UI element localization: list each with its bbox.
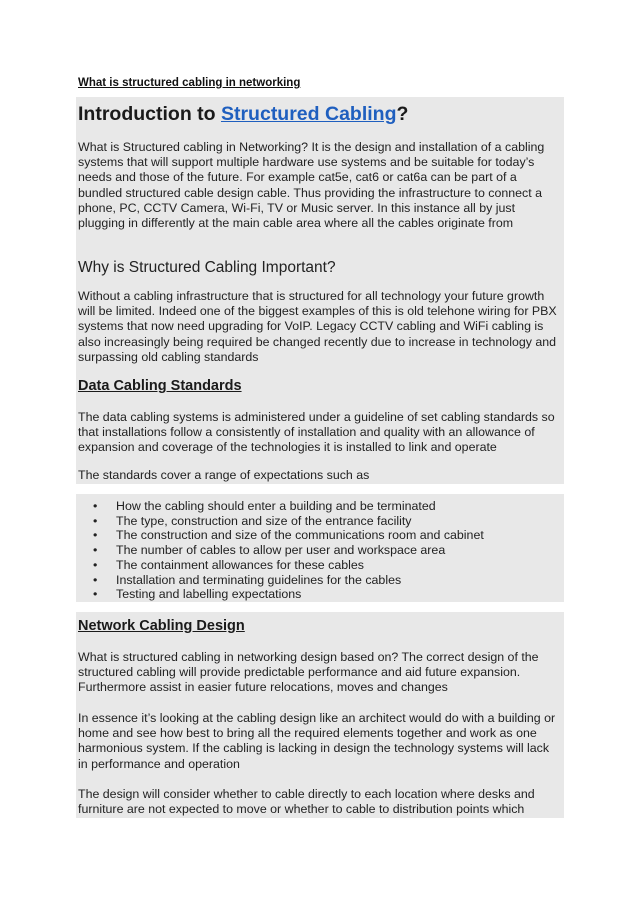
list-item: • How the cabling should enter a building and be terminated <box>93 499 436 513</box>
bullet-icon: • <box>93 543 98 558</box>
bullet-icon: • <box>93 528 98 543</box>
standards-paragraph: The data cabling systems is administered under a guideline of set cabling standards so that installations follow a consistently of installation and quality with an allowance of expansion and coverage of the technologies it is installed to link and operate <box>78 410 555 455</box>
bullet-icon: • <box>93 557 98 572</box>
bullet-icon: • <box>93 513 98 528</box>
list-item: • The construction and size of the communications room and cabinet <box>93 528 484 543</box>
intro-heading-text: Introduction to <box>78 103 221 125</box>
design-paragraph-2: In essence it’s looking at the cabling design like an architect would do with a building or home and see how best to bring all the required elements together and work as one harmonious system. If the cabling is lacking in design the technology systems will lack in performance and operation <box>78 711 556 771</box>
bullet-icon: • <box>93 572 98 587</box>
list-item: • The type, construction and size of the entrance facility <box>93 513 412 528</box>
why-paragraph: Without a cabling infrastructure that is structured for all technology your future growth will be limited. Indeed one of the biggest examples of this is old telehone wiring for PBX systems that now need upgrading for VoIP. Legacy CCTV cabling and WiFi cabling is also increasingly being required be changed recently due to increase in technology and surpassing old cabling standards <box>78 289 557 364</box>
intro-heading <box>78 102 562 126</box>
bullet-icon: • <box>93 587 98 602</box>
list-item: • The containment allowances for these cables <box>93 557 364 572</box>
design-heading: Network Cabling Design <box>78 618 245 634</box>
design-paragraph-3: The design will consider whether to cable directly to each location where desks and furniture are not expected to move or whether to cable to distribution points which <box>78 787 535 817</box>
list-item: • Testing and labelling expectations <box>93 587 302 602</box>
intro-paragraph: What is Structured cabling in Networking? It is the design and installation of a cabling systems that will support multiple hardware use systems and be suitable for today’s needs and those of the future. For example cat5e, cat6 or cat6a can be part of a bundled structured cable design cable. Thus providing the infrastructure to connect a phone, PC, CCTV Camera, Wi-Fi, TV or Music server. In this instance all by just plugging in differently at the main cable area where all the cables originate from <box>78 140 545 231</box>
list-item: • Installation and terminating guidelines for the cables <box>93 572 402 587</box>
standards-heading: Data Cabling Standards <box>78 378 242 394</box>
list-item: • The number of cables to allow per user and workspace area <box>93 543 446 558</box>
standards-list <box>78 499 562 602</box>
document-title: What is structured cabling in networking <box>78 77 301 89</box>
bullet-icon: • <box>93 499 98 513</box>
standards-intro: The standards cover a range of expectations such as <box>78 468 370 482</box>
design-paragraph-1: What is structured cabling in networking design based on? The correct design of the structured cabling will provide predictable performance and aid future expansion. Furthermore assist in easier future relocations, moves and changes <box>78 650 539 695</box>
intro-heading-suffix: ? <box>396 103 409 125</box>
why-heading: Why is Structured Cabling Important? <box>78 259 336 276</box>
structured-cabling-link[interactable]: Structured Cabling <box>220 103 397 125</box>
